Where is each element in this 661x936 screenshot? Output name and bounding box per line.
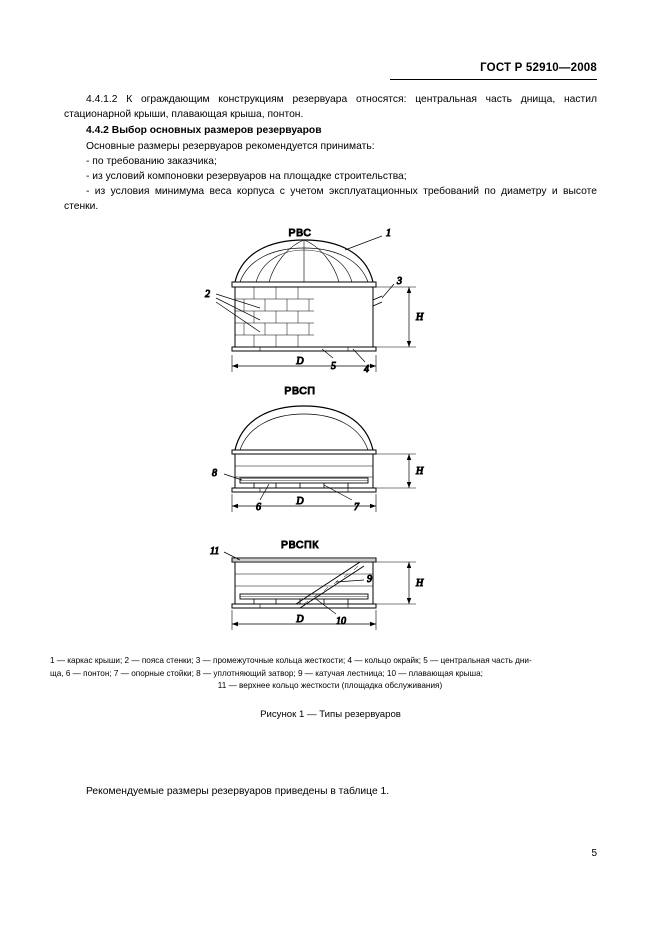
callout-1: 1: [386, 228, 391, 239]
callout-7: 7: [354, 502, 359, 513]
figure-tank-types: [64, 222, 597, 642]
callout-6: 6: [256, 502, 261, 513]
closing-paragraph: Рекомендуемые размеры резервуаров приведены в таблице 1.: [86, 786, 390, 797]
dimension-h-1: H: [416, 312, 424, 323]
legend-line-2: ща, 6 — понтон; 7 — опорные стойки; 8 — уплотняющий затвор; 9 — катучая лестница; 10 — плавающая крыша;: [50, 668, 483, 678]
list-item-minimum-weight: - из условия минимума веса корпуса с учетом эксплуатационных требований по диаметру и высоте стенки.: [64, 186, 597, 213]
dimension-d-3: D: [296, 614, 304, 625]
callout-11: 11: [210, 546, 220, 557]
body-text-block: [64, 92, 597, 215]
label-rvspk: РВСПК: [281, 539, 319, 551]
label-rvs: РВС: [288, 227, 312, 239]
dimension-h-3: H: [416, 578, 424, 589]
paragraph-4-4-1-2: 4.4.1.2 К ограждающим конструкциям резервуара относятся: центральная часть днища, настил стационарной крыши, плавающая крыша, понтон.: [64, 94, 597, 121]
legend-line-3: 11 — верхнее кольцо жесткости (площадка обслуживания): [217, 681, 443, 691]
paragraph-sizes-intro: Основные размеры резервуаров рекомендуется принимать:: [86, 140, 375, 152]
page-number: 5: [591, 848, 597, 859]
callout-4: 4: [364, 364, 369, 375]
document-standard-header: ГОСТ Р 52910—2008: [480, 62, 597, 74]
heading-4-4-2: 4.4.2 Выбор основных размеров резервуаров: [86, 125, 322, 137]
legend-line-1: 1 — каркас крыши; 2 — пояса стенки; 3 — промежуточные кольца жесткости; 4 — кольцо окрайк; 5 — центральная часть дни-: [50, 656, 532, 665]
list-item-customer-request: - по требованию заказчика;: [86, 155, 217, 167]
callout-5: 5: [331, 361, 336, 372]
callout-8: 8: [212, 468, 217, 479]
callout-10: 10: [336, 616, 346, 627]
figure-legend: [50, 655, 610, 693]
callout-2: 2: [205, 289, 210, 300]
header-divider: [390, 79, 597, 80]
label-rvsp: РВСП: [284, 385, 316, 397]
dimension-d-2: D: [296, 496, 304, 507]
callout-3: 3: [397, 276, 402, 287]
dimension-d-1: D: [296, 356, 304, 367]
dimension-h-2: H: [416, 466, 424, 477]
figure-title: Рисунок 1 — Типы резервуаров: [260, 709, 401, 720]
list-item-layout-conditions: - из условий компоновки резервуаров на площадке строительства;: [86, 171, 407, 183]
callout-9: 9: [367, 574, 372, 585]
